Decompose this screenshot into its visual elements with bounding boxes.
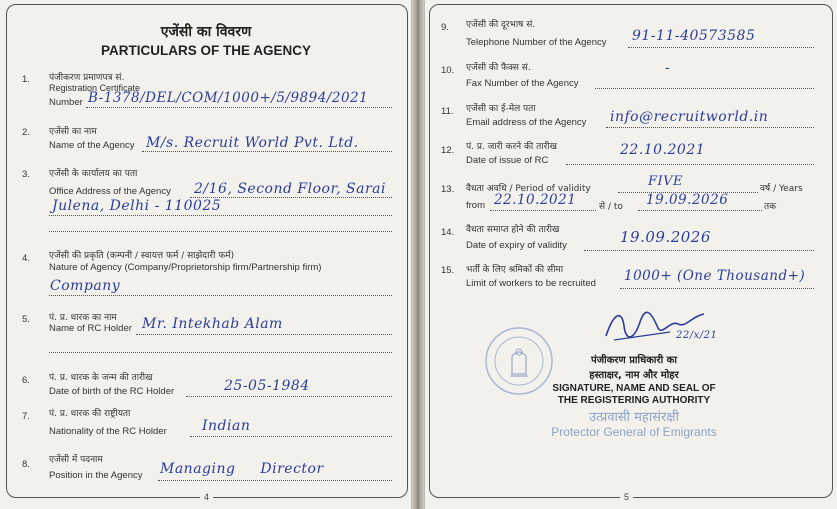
field-label-hindi: पं. प्र. धारक के जन्म की तारीख (49, 373, 153, 383)
expiry-date-value: 19.09.2026 (620, 228, 711, 246)
fill-line (566, 164, 814, 165)
field-label-hindi: पं. प्र. धारक का नाम (49, 313, 117, 323)
authority-title-hindi: उत्प्रवासी महासंरक्षी (588, 410, 679, 425)
validity-from-value: 22.10.2021 (494, 192, 577, 208)
page-number: 4 (200, 492, 213, 502)
signature-date: 22/x/21 (676, 330, 718, 341)
item-number: 6. (22, 375, 30, 386)
fill-line (620, 288, 814, 289)
field-label-english: Date of expiry of validity (466, 240, 567, 251)
fax-value: - (665, 60, 671, 76)
field-label-english: Number (49, 97, 83, 108)
rc-holder-name-value: Mr. Intekhab Alam (142, 316, 283, 332)
to-label: से / to (599, 202, 623, 212)
left-page (0, 0, 412, 509)
fill-line (638, 210, 762, 211)
field-label-english: Date of issue of RC (466, 155, 549, 166)
agency-name-value: M/s. Recruit World Pvt. Ltd. (146, 135, 359, 151)
fill-line (86, 107, 392, 108)
field-label-hindi: एजेंसी की फैक्स सं. (466, 63, 531, 73)
item-number: 10. (441, 65, 455, 76)
field-label-hindi: एजेंसी की प्रकृति (कम्पनी / स्वायत्त फर्म / साझेदारी फर्म) (49, 251, 235, 261)
worker-limit-value: 1000+ (One Thousand+) (624, 268, 806, 284)
field-label-english: Nature of Agency (Company/Proprietorship firm/Partnership firm) (49, 262, 322, 273)
item-number: 12. (441, 145, 455, 156)
field-label-hindi: एजेंसी का नाम (49, 127, 97, 137)
item-number: 13. (441, 184, 455, 195)
until-label: तक (764, 202, 777, 212)
field-label-hindi: वैधता समाप्त होने की तारीख (466, 225, 560, 235)
book-spine (412, 0, 424, 509)
signature-caption-hindi-2: हस्ताक्षर, नाम और मोहर (589, 370, 679, 381)
field-label-hindi: भर्ती के लिए श्रमिकों की सीमा (466, 265, 564, 275)
date-of-birth-value: 25-05-1984 (224, 378, 310, 394)
field-label-hindi: एजेंसी में पदनाम (49, 455, 103, 465)
section-title-hindi: एजेंसी का विवरण (160, 24, 252, 40)
field-label-english: Limit of workers to be recruited (466, 278, 596, 289)
field-label-hindi: एजेंसी का ई-मेल पता (466, 104, 536, 114)
registration-number-value: B-1378/DEL/COM/1000+/5/9894/2021 (88, 90, 369, 106)
item-number: 7. (22, 411, 30, 422)
field-label-hindi: पं. प्र. जारी करने की तारीख (466, 142, 557, 152)
fill-line (606, 127, 814, 128)
fill-line (158, 480, 392, 481)
fill-line (49, 352, 392, 353)
field-label-english: Date of birth of the RC Holder (49, 386, 175, 397)
validity-period-value: FIVE (648, 174, 684, 189)
validity-period-label: वैधता अवधि / Period of validity (466, 184, 591, 194)
item-number: 14. (441, 227, 455, 238)
item-number: 4. (22, 253, 30, 264)
item-number: 8. (22, 459, 30, 470)
from-label: from (466, 200, 485, 211)
field-label-english: Name of the Agency (49, 140, 135, 151)
position-value: Managing Director (160, 461, 324, 477)
agency-nature-value: Company (50, 278, 121, 294)
field-label-english: Nationality of the RC Holder (49, 426, 167, 437)
fill-line (49, 231, 392, 232)
authority-title-english: Protector General of Emigrants (551, 425, 717, 439)
field-label-english: Registration Certificate (49, 83, 141, 93)
field-label-hindi: पं. प्र. धारक की राष्ट्रीयता (49, 409, 131, 419)
item-number: 9. (441, 22, 449, 33)
field-label-english: Telephone Number of the Agency (466, 37, 607, 48)
item-number: 15. (441, 265, 455, 276)
validity-to-value: 19.09.2026 (646, 192, 729, 208)
telephone-value: 91-11-40573585 (632, 28, 756, 44)
item-number: 2. (22, 127, 30, 138)
fill-line (186, 396, 392, 397)
fill-line (190, 436, 392, 437)
item-number: 3. (22, 169, 30, 180)
signature-caption-hindi-1: पंजीकरण प्राधिकारी का (591, 355, 677, 366)
fill-line (142, 151, 392, 152)
fill-line (628, 47, 814, 48)
field-label-english: Position in the Agency (49, 470, 143, 481)
office-address-line2: Julena, Delhi - 110025 (52, 198, 222, 214)
item-number: 11. (441, 106, 454, 117)
signature-caption-english-1: SIGNATURE, NAME AND SEAL OF (552, 383, 716, 394)
field-label-english: Fax Number of the Agency (466, 78, 579, 89)
section-title-english: PARTICULARS OF THE AGENCY (100, 43, 311, 58)
field-label-hindi: पंजीकरण प्रमाणपत्र सं. (49, 73, 125, 83)
field-label-english: Office Address of the Agency (49, 186, 171, 197)
field-label-hindi: एजेंसी के कार्यालय का पता (49, 169, 138, 179)
nationality-value: Indian (202, 418, 251, 434)
signature-caption-english-2: THE REGISTERING AUTHORITY (557, 395, 711, 406)
fill-line (49, 295, 392, 296)
fill-line (490, 210, 596, 211)
field-label-hindi: एजेंसी की दूरभाष सं. (466, 20, 536, 30)
signature-block (516, 352, 752, 439)
fill-line (595, 88, 814, 89)
years-label: वर्ष / Years (760, 184, 803, 194)
fill-line (49, 215, 392, 216)
item-number: 5. (22, 314, 30, 325)
fill-line (136, 334, 392, 335)
fill-line (584, 250, 814, 251)
page-number: 5 (620, 492, 633, 502)
issue-date-value: 22.10.2021 (620, 142, 706, 158)
field-label-english: Email address of the Agency (466, 117, 587, 128)
email-value: info@recruitworld.in (610, 109, 769, 125)
field-label-english: Name of RC Holder (49, 323, 132, 334)
item-number: 1. (22, 74, 30, 85)
office-address-line1: 2/16, Second Floor, Sarai (194, 181, 386, 197)
